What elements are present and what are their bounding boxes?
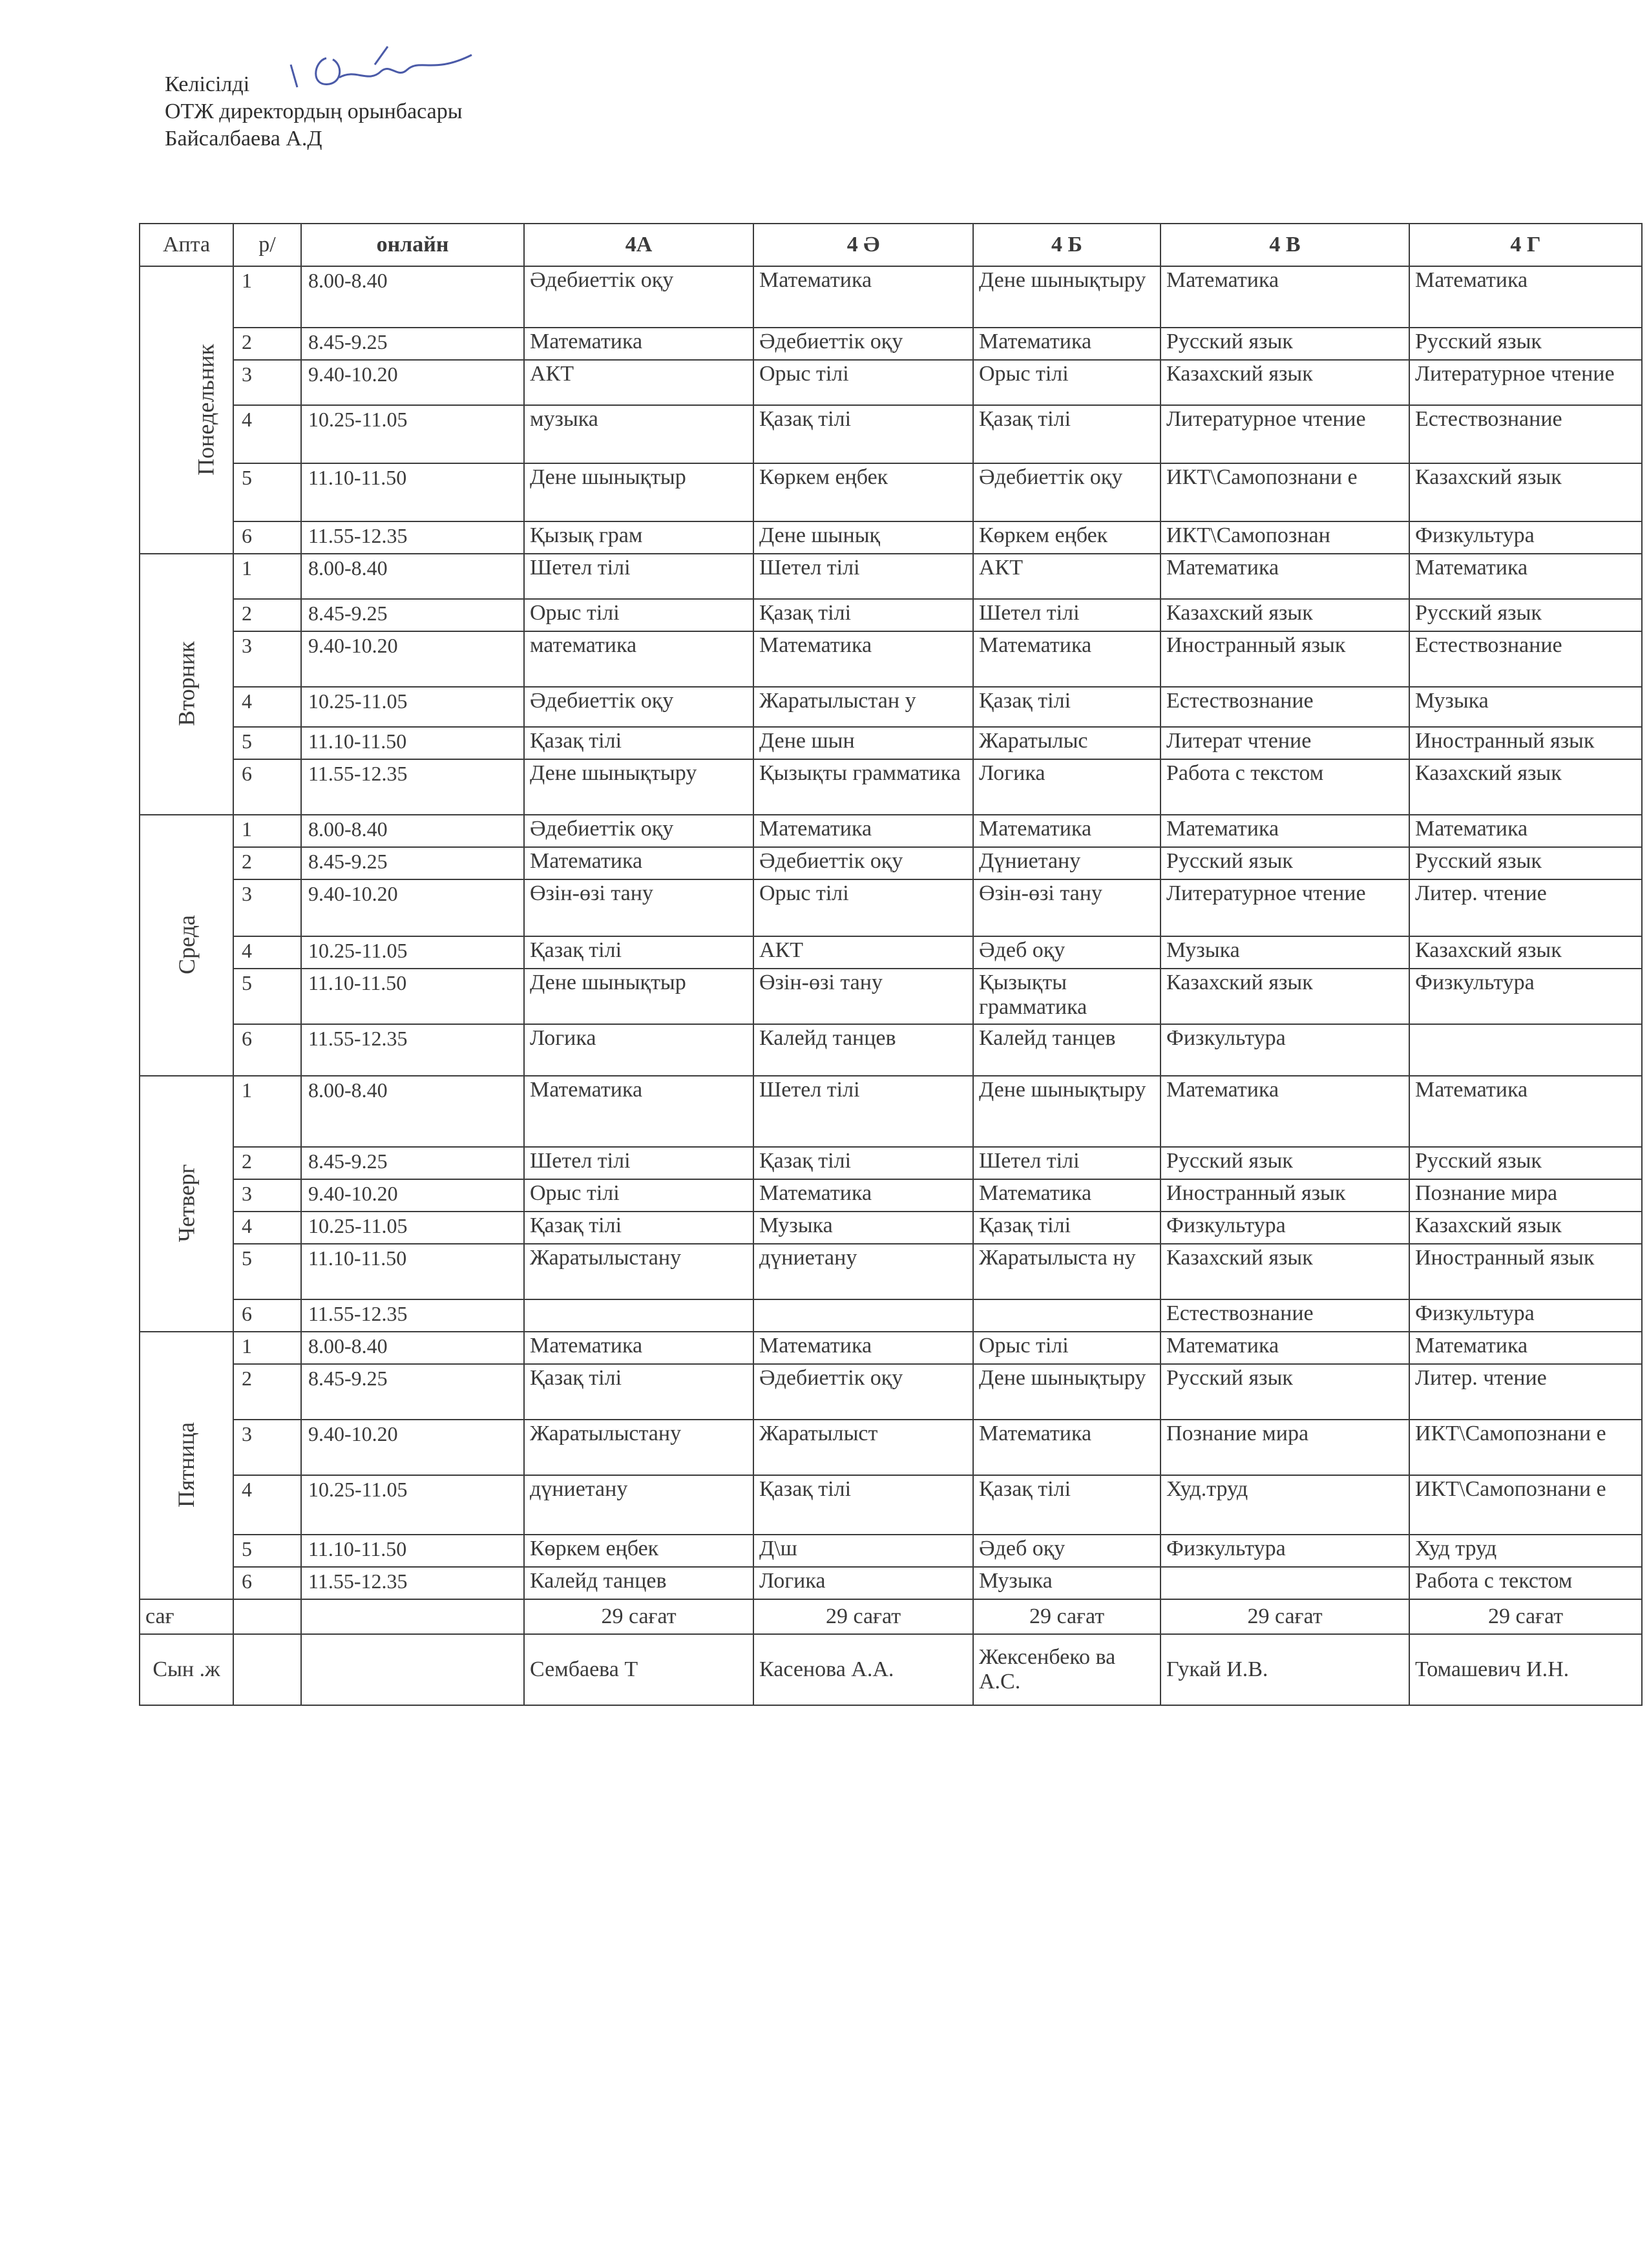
lesson-time: 11.10-11.50	[301, 727, 524, 759]
lesson-time: 8.45-9.25	[301, 847, 524, 879]
teacher-label: Сын .ж	[140, 1634, 233, 1705]
day-label: Четверг	[173, 1164, 200, 1243]
subject-cell: Казахский язык	[1409, 1212, 1642, 1244]
subject-cell: Қазақ тілі	[973, 1475, 1161, 1535]
subject-cell: Математика	[753, 1179, 973, 1212]
lesson-time: 8.45-9.25	[301, 599, 524, 631]
lesson-row	[140, 1567, 1642, 1599]
subject-cell: Қазақ тілі	[973, 1212, 1161, 1244]
subject-cell: Математика	[973, 631, 1161, 687]
lesson-number: 1	[233, 554, 301, 599]
hours-cell: 29 сағат	[753, 1599, 973, 1634]
lesson-time: 9.40-10.20	[301, 1179, 524, 1212]
subject-cell: Қазақ тілі	[753, 599, 973, 631]
lesson-number: 1	[233, 1332, 301, 1364]
subject-cell: Физкультура	[1161, 1212, 1409, 1244]
subject-cell: Шетел тілі	[524, 1147, 753, 1179]
subject-cell: Математика	[1161, 1076, 1409, 1147]
lesson-row	[140, 815, 1642, 847]
subject-cell: Математика	[753, 815, 973, 847]
subject-cell: Көркем еңбек	[524, 1535, 753, 1567]
lesson-row	[140, 1212, 1642, 1244]
subject-cell: Математика	[1161, 1332, 1409, 1364]
lesson-row	[140, 1420, 1642, 1475]
teacher-name: Гукай И.В.	[1161, 1634, 1409, 1705]
subject-cell: Худ.труд	[1161, 1475, 1409, 1535]
subject-cell: Жаратылыстану	[524, 1420, 753, 1475]
subject-cell: Әдебиеттік оқу	[524, 266, 753, 328]
subject-cell: Математика	[1409, 554, 1642, 599]
lesson-number: 6	[233, 1567, 301, 1599]
subject-cell: ИКТ\Самопознан	[1161, 521, 1409, 554]
lesson-number: 2	[233, 1364, 301, 1420]
subject-cell: музыка	[524, 405, 753, 463]
hours-cell: 29 сағат	[973, 1599, 1161, 1634]
hours-cell: 29 сағат	[524, 1599, 753, 1634]
lesson-number: 6	[233, 759, 301, 815]
subject-cell: Математика	[524, 1332, 753, 1364]
lesson-number: 5	[233, 727, 301, 759]
subject-cell: Русский язык	[1161, 328, 1409, 360]
header-class: 4 В	[1161, 224, 1409, 266]
lesson-row	[140, 521, 1642, 554]
lesson-number: 6	[233, 1024, 301, 1076]
empty-cell	[301, 1599, 524, 1634]
lesson-row	[140, 879, 1642, 936]
lesson-number: 5	[233, 463, 301, 521]
subject-cell: Казахский язык	[1161, 1244, 1409, 1299]
subject-cell: Физкультура	[1409, 969, 1642, 1024]
subject-cell: Физкультура	[1161, 1535, 1409, 1567]
subject-cell: Калейд танцев	[973, 1024, 1161, 1076]
subject-cell: Дене шынықтыру	[973, 266, 1161, 328]
lesson-row	[140, 1076, 1642, 1147]
empty-cell	[233, 1634, 301, 1705]
subject-cell: Русский язык	[1161, 1147, 1409, 1179]
lesson-time: 10.25-11.05	[301, 687, 524, 727]
subject-cell: Работа с текстом	[1409, 1567, 1642, 1599]
lesson-number: 3	[233, 1420, 301, 1475]
lesson-row	[140, 405, 1642, 463]
header-class: 4А	[524, 224, 753, 266]
subject-cell: Естествознание	[1409, 631, 1642, 687]
subject-cell: Әдебиеттік оқу	[753, 328, 973, 360]
subject-cell: Қазақ тілі	[524, 936, 753, 969]
subject-cell: Математика	[973, 328, 1161, 360]
subject-cell: Орыс тілі	[524, 599, 753, 631]
lesson-number: 6	[233, 521, 301, 554]
subject-cell: Физкультура	[1409, 1299, 1642, 1332]
subject-cell: АКТ	[524, 360, 753, 405]
lesson-number: 1	[233, 1076, 301, 1147]
subject-cell: Казахский язык	[1161, 969, 1409, 1024]
subject-cell: Физкультура	[1409, 521, 1642, 554]
lesson-number: 4	[233, 1212, 301, 1244]
lesson-row	[140, 1244, 1642, 1299]
subject-cell: Математика	[973, 815, 1161, 847]
subject-cell: Дене шын	[753, 727, 973, 759]
subject-cell: дүниетану	[524, 1475, 753, 1535]
lesson-time: 8.00-8.40	[301, 554, 524, 599]
teacher-name: Сембаева Т	[524, 1634, 753, 1705]
subject-cell: Математика	[524, 1076, 753, 1147]
subject-cell: Дене шынық	[753, 521, 973, 554]
lesson-number: 3	[233, 631, 301, 687]
subject-cell: Математика	[1409, 1076, 1642, 1147]
subject-cell: Казахский язык	[1409, 936, 1642, 969]
lesson-time: 11.55-12.35	[301, 759, 524, 815]
lesson-time: 10.25-11.05	[301, 405, 524, 463]
lesson-time: 11.55-12.35	[301, 1567, 524, 1599]
lesson-number: 4	[233, 405, 301, 463]
approval-agreed: Келісілді	[165, 72, 250, 96]
empty-cell	[233, 1599, 301, 1634]
subject-cell: Литер. чтение	[1409, 1364, 1642, 1420]
subject-cell: Математика	[753, 266, 973, 328]
day-name	[140, 1332, 233, 1599]
subject-cell: Дүниетану	[973, 847, 1161, 879]
subject-cell: Орыс тілі	[753, 879, 973, 936]
subject-cell: Жаратылыс	[973, 727, 1161, 759]
subject-cell: Литер. чтение	[1409, 879, 1642, 936]
subject-cell: Көркем еңбек	[973, 521, 1161, 554]
lesson-row	[140, 1364, 1642, 1420]
signature-mark	[278, 39, 485, 116]
subject-cell	[524, 1299, 753, 1332]
lesson-row	[140, 847, 1642, 879]
lesson-time: 10.25-11.05	[301, 1212, 524, 1244]
subject-cell: Жаратылыстан у	[753, 687, 973, 727]
subject-cell: Казахский язык	[1161, 599, 1409, 631]
subject-cell: Литературное чтение	[1161, 879, 1409, 936]
subject-cell: Естествознание	[1409, 405, 1642, 463]
subject-cell: Музыка	[973, 1567, 1161, 1599]
lesson-number: 2	[233, 1147, 301, 1179]
lesson-time: 9.40-10.20	[301, 879, 524, 936]
subject-cell: Русский язык	[1409, 328, 1642, 360]
lesson-time: 8.00-8.40	[301, 815, 524, 847]
subject-cell: Өзін-өзі тану	[753, 969, 973, 1024]
subject-cell: Математика	[973, 1179, 1161, 1212]
subject-cell: Естествознание	[1161, 1299, 1409, 1332]
subject-cell: Дене шынықтыру	[973, 1364, 1161, 1420]
subject-cell: Қазақ тілі	[524, 1364, 753, 1420]
subject-cell: Казахский язык	[1409, 463, 1642, 521]
subject-cell: Қазақ тілі	[753, 405, 973, 463]
lesson-time: 11.55-12.35	[301, 521, 524, 554]
header-class: 4 Б	[973, 224, 1161, 266]
lesson-time: 8.00-8.40	[301, 1076, 524, 1147]
header-week: Апта	[140, 224, 233, 266]
lesson-row	[140, 631, 1642, 687]
subject-cell: Иностранный язык	[1161, 631, 1409, 687]
subject-cell: Орыс тілі	[753, 360, 973, 405]
lesson-number: 4	[233, 1475, 301, 1535]
subject-cell: математика	[524, 631, 753, 687]
header-class: 4 Ә	[753, 224, 973, 266]
lesson-row	[140, 1475, 1642, 1535]
lesson-row	[140, 759, 1642, 815]
lesson-number: 4	[233, 687, 301, 727]
subject-cell: Русский язык	[1161, 847, 1409, 879]
lesson-number: 3	[233, 879, 301, 936]
lesson-row	[140, 554, 1642, 599]
lesson-number: 6	[233, 1299, 301, 1332]
subject-cell: Математика	[1161, 266, 1409, 328]
lesson-row	[140, 266, 1642, 328]
subject-cell: Иностранный язык	[1409, 727, 1642, 759]
subject-cell: Худ труд	[1409, 1535, 1642, 1567]
lesson-time: 11.55-12.35	[301, 1299, 524, 1332]
subject-cell: Музыка	[1409, 687, 1642, 727]
day-label: Пятница	[173, 1422, 200, 1508]
lesson-row	[140, 360, 1642, 405]
subject-cell: Математика	[1161, 554, 1409, 599]
subject-cell	[753, 1299, 973, 1332]
subject-cell: Әдеб оқу	[973, 936, 1161, 969]
subject-cell: Калейд танцев	[524, 1567, 753, 1599]
day-name	[140, 554, 233, 815]
approval-name: Байсалбаева А.Д	[165, 127, 322, 151]
subject-cell: ИКТ\Самопознани е	[1409, 1475, 1642, 1535]
subject-cell: Иностранный язык	[1409, 1244, 1642, 1299]
hours-cell: 29 сағат	[1161, 1599, 1409, 1634]
subject-cell: Математика	[1409, 266, 1642, 328]
teacher-name: Касенова А.А.	[753, 1634, 973, 1705]
lesson-time: 9.40-10.20	[301, 1420, 524, 1475]
lesson-number: 2	[233, 847, 301, 879]
subject-cell: Математика	[1409, 815, 1642, 847]
lesson-time: 8.45-9.25	[301, 1147, 524, 1179]
subject-cell: Музыка	[1161, 936, 1409, 969]
day-name	[140, 266, 233, 554]
teachers-row	[140, 1634, 1642, 1705]
lesson-time: 8.45-9.25	[301, 1364, 524, 1420]
subject-cell: Физкультура	[1161, 1024, 1409, 1076]
subject-cell: Шетел тілі	[973, 1147, 1161, 1179]
subject-cell: Шетел тілі	[753, 1076, 973, 1147]
header-num: р/	[233, 224, 301, 266]
subject-cell	[1161, 1567, 1409, 1599]
lesson-time: 9.40-10.20	[301, 631, 524, 687]
subject-cell: Познание мира	[1409, 1179, 1642, 1212]
subject-cell: Естествознание	[1161, 687, 1409, 727]
subject-cell: Көркем еңбек	[753, 463, 973, 521]
subject-cell: Русский язык	[1409, 847, 1642, 879]
subject-cell: АКТ	[753, 936, 973, 969]
subject-cell: Қызықты грамматика	[753, 759, 973, 815]
subject-cell: Өзін-өзі тану	[973, 879, 1161, 936]
lesson-number: 5	[233, 1535, 301, 1567]
subject-cell	[1409, 1024, 1642, 1076]
header-row	[140, 224, 1642, 266]
subject-cell: Русский язык	[1161, 1364, 1409, 1420]
subject-cell: Литерат чтение	[1161, 727, 1409, 759]
subject-cell: Дене шынықтыру	[524, 759, 753, 815]
lesson-row	[140, 687, 1642, 727]
subject-cell: Қазақ тілі	[524, 727, 753, 759]
subject-cell: Казахский язык	[1161, 360, 1409, 405]
subject-cell: Қазақ тілі	[973, 405, 1161, 463]
lesson-number: 4	[233, 936, 301, 969]
subject-cell: Литературное чтение	[1409, 360, 1642, 405]
subject-cell: Әдебиеттік оқу	[753, 1364, 973, 1420]
subject-cell: Әдебиеттік оқу	[524, 687, 753, 727]
subject-cell: Логика	[753, 1567, 973, 1599]
lesson-number: 2	[233, 599, 301, 631]
subject-cell: Музыка	[753, 1212, 973, 1244]
lesson-row	[140, 1179, 1642, 1212]
day-name	[140, 815, 233, 1076]
subject-cell: Познание мира	[1161, 1420, 1409, 1475]
lesson-row	[140, 463, 1642, 521]
lesson-row	[140, 1299, 1642, 1332]
header-time: онлайн	[301, 224, 524, 266]
subject-cell: Русский язык	[1409, 1147, 1642, 1179]
lesson-row	[140, 328, 1642, 360]
subject-cell: ИКТ\Самопознани е	[1161, 463, 1409, 521]
day-label: Среда	[173, 915, 200, 974]
lesson-number: 3	[233, 360, 301, 405]
lesson-number: 1	[233, 266, 301, 328]
lesson-row	[140, 727, 1642, 759]
subject-cell: дүниетану	[753, 1244, 973, 1299]
subject-cell: Казахский язык	[1409, 759, 1642, 815]
lesson-row	[140, 1024, 1642, 1076]
subject-cell: Жаратылыста ну	[973, 1244, 1161, 1299]
subject-cell: Математика	[524, 328, 753, 360]
subject-cell: Қызықты грамматика	[973, 969, 1161, 1024]
lesson-time: 8.00-8.40	[301, 266, 524, 328]
header-class: 4 Г	[1409, 224, 1642, 266]
subject-cell: Шетел тілі	[524, 554, 753, 599]
subject-cell: Өзін-өзі тану	[524, 879, 753, 936]
schedule-table	[139, 223, 1643, 1706]
lesson-row	[140, 599, 1642, 631]
subject-cell: Орыс тілі	[973, 360, 1161, 405]
subject-cell: Математика	[753, 631, 973, 687]
subject-cell: Русский язык	[1409, 599, 1642, 631]
hours-label: сағ	[140, 1599, 233, 1634]
subject-cell: Литературное чтение	[1161, 405, 1409, 463]
subject-cell: Дене шынықтыр	[524, 463, 753, 521]
day-label: Вторник	[173, 641, 200, 726]
subject-cell: ИКТ\Самопознани е	[1409, 1420, 1642, 1475]
hours-row	[140, 1599, 1642, 1634]
lesson-number: 5	[233, 969, 301, 1024]
lesson-time: 10.25-11.05	[301, 936, 524, 969]
lesson-number: 5	[233, 1244, 301, 1299]
subject-cell	[973, 1299, 1161, 1332]
lesson-number: 2	[233, 328, 301, 360]
empty-cell	[301, 1634, 524, 1705]
subject-cell: Қазақ тілі	[524, 1212, 753, 1244]
day-name	[140, 1076, 233, 1332]
subject-cell: Қазақ тілі	[753, 1147, 973, 1179]
lesson-number: 3	[233, 1179, 301, 1212]
subject-cell: Әдебиеттік оқу	[524, 815, 753, 847]
subject-cell: Орыс тілі	[973, 1332, 1161, 1364]
lesson-time: 9.40-10.20	[301, 360, 524, 405]
subject-cell: Калейд танцев	[753, 1024, 973, 1076]
teacher-name: Жексенбеко ва А.С.	[973, 1634, 1161, 1705]
teacher-name: Томашевич И.Н.	[1409, 1634, 1642, 1705]
subject-cell: Математика	[1409, 1332, 1642, 1364]
subject-cell: Логика	[973, 759, 1161, 815]
subject-cell: Математика	[973, 1420, 1161, 1475]
lesson-row	[140, 1535, 1642, 1567]
lesson-time: 11.10-11.50	[301, 969, 524, 1024]
subject-cell: Дене шынықтыру	[973, 1076, 1161, 1147]
subject-cell: Әдебиеттік оқу	[973, 463, 1161, 521]
lesson-time: 8.45-9.25	[301, 328, 524, 360]
subject-cell: Әдеб оқу	[973, 1535, 1161, 1567]
lesson-number: 1	[233, 815, 301, 847]
day-label: Понедельник	[193, 343, 219, 476]
subject-cell: Логика	[524, 1024, 753, 1076]
subject-cell: Математика	[524, 847, 753, 879]
subject-cell: Шетел тілі	[753, 554, 973, 599]
subject-cell: Қазақ тілі	[753, 1475, 973, 1535]
lesson-time: 11.10-11.50	[301, 1244, 524, 1299]
subject-cell: Жаратылыстану	[524, 1244, 753, 1299]
subject-cell: Әдебиеттік оқу	[753, 847, 973, 879]
subject-cell: Математика	[1161, 815, 1409, 847]
subject-cell: Иностранный язык	[1161, 1179, 1409, 1212]
lesson-row	[140, 1332, 1642, 1364]
hours-cell: 29 сағат	[1409, 1599, 1642, 1634]
subject-cell: Работа с текстом	[1161, 759, 1409, 815]
lesson-time: 11.55-12.35	[301, 1024, 524, 1076]
lesson-time: 11.10-11.50	[301, 463, 524, 521]
lesson-row	[140, 936, 1642, 969]
subject-cell: Математика	[753, 1332, 973, 1364]
lesson-time: 8.00-8.40	[301, 1332, 524, 1364]
subject-cell: Қазақ тілі	[973, 687, 1161, 727]
subject-cell: Орыс тілі	[524, 1179, 753, 1212]
subject-cell: Қызық грам	[524, 521, 753, 554]
subject-cell: Д\ш	[753, 1535, 973, 1567]
subject-cell: Жаратылыст	[753, 1420, 973, 1475]
schedule-body	[140, 266, 1642, 1599]
approval-position: ОТЖ директордың орынбасары	[165, 100, 463, 123]
subject-cell: Шетел тілі	[973, 599, 1161, 631]
lesson-time: 10.25-11.05	[301, 1475, 524, 1535]
lesson-row	[140, 969, 1642, 1024]
lesson-row	[140, 1147, 1642, 1179]
subject-cell: АКТ	[973, 554, 1161, 599]
subject-cell: Дене шынықтыр	[524, 969, 753, 1024]
lesson-time: 11.10-11.50	[301, 1535, 524, 1567]
